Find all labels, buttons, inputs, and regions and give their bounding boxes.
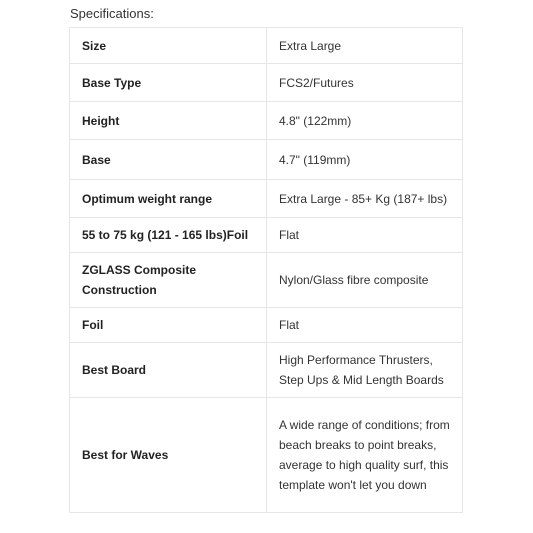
spec-value: FCS2/Futures bbox=[267, 64, 463, 102]
table-row bbox=[70, 398, 463, 513]
spec-label: Best for Waves bbox=[70, 398, 267, 513]
spec-label: ZGLASS Composite Construction bbox=[70, 253, 267, 308]
table-row bbox=[70, 28, 463, 64]
spec-value: Nylon/Glass fibre composite bbox=[267, 253, 463, 308]
spec-value: 4.7" (119mm) bbox=[267, 140, 463, 180]
table-row bbox=[70, 308, 463, 343]
spec-value: Flat bbox=[267, 308, 463, 343]
spec-label: Base bbox=[70, 140, 267, 180]
table-row bbox=[70, 218, 463, 253]
spec-label: 55 to 75 kg (121 - 165 lbs)Foil bbox=[70, 218, 267, 253]
spec-label: Foil bbox=[70, 308, 267, 343]
spec-value: Extra Large - 85+ Kg (187+ lbs) bbox=[267, 180, 463, 218]
table-row bbox=[70, 343, 463, 398]
spec-value: A wide range of conditions; from beach breaks to point breaks, average to high quality surf, this template won't let you down bbox=[267, 398, 463, 513]
spec-label: Optimum weight range bbox=[70, 180, 267, 218]
table-row bbox=[70, 180, 463, 218]
spec-value: Flat bbox=[267, 218, 463, 253]
spec-value: Extra Large bbox=[267, 28, 463, 64]
spec-value: 4.8" (122mm) bbox=[267, 102, 463, 140]
spec-label: Best Board bbox=[70, 343, 267, 398]
table-row bbox=[70, 253, 463, 308]
table-row bbox=[70, 102, 463, 140]
specifications-heading: Specifications: bbox=[70, 6, 154, 21]
spec-label: Height bbox=[70, 102, 267, 140]
spec-label: Base Type bbox=[70, 64, 267, 102]
spec-label: Size bbox=[70, 28, 267, 64]
spec-value: High Performance Thrusters, Step Ups & Mid Length Boards bbox=[267, 343, 463, 398]
table-row bbox=[70, 64, 463, 102]
table-row bbox=[70, 140, 463, 180]
specifications-table bbox=[69, 27, 463, 513]
